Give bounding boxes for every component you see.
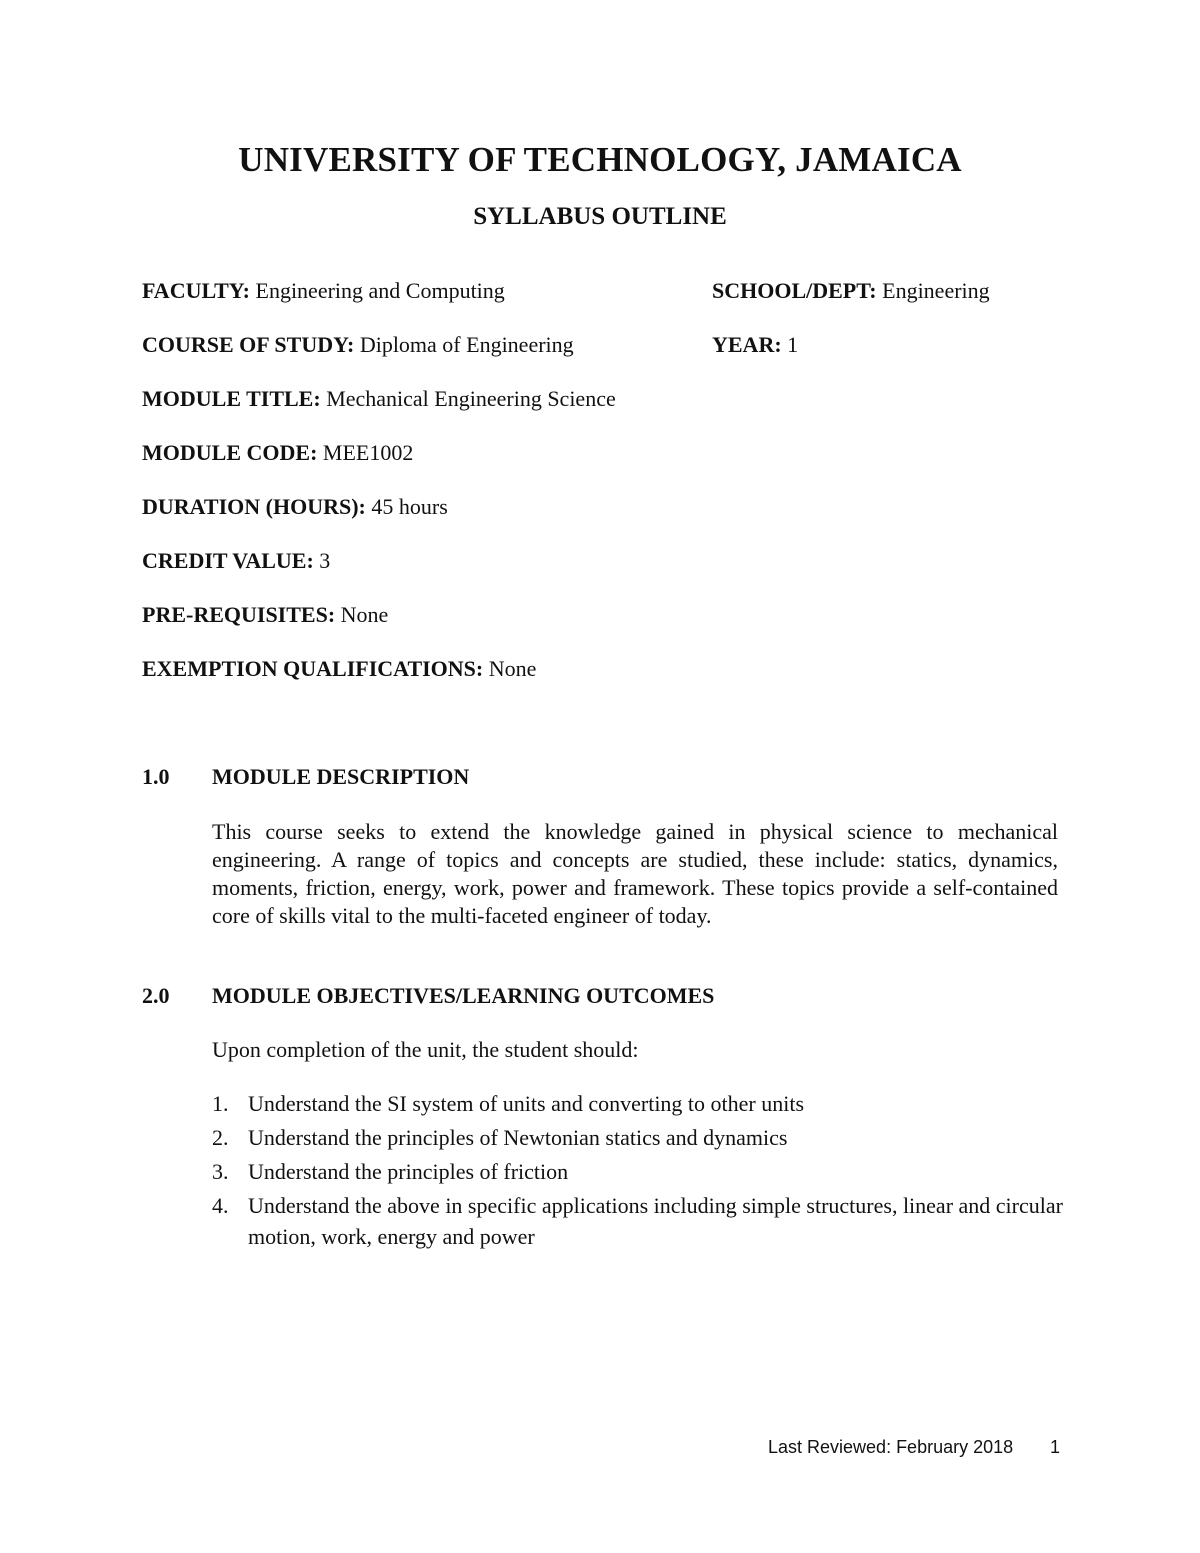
objectives-intro: Upon completion of the unit, the student should: (212, 1037, 639, 1062)
credit-value-value: 3 (319, 548, 331, 573)
course-of-study-field: COURSE OF STUDY: Diploma of Engineering (142, 332, 574, 357)
module-code-field: MODULE CODE: MEE1002 (142, 440, 414, 465)
module-code-label: MODULE CODE (142, 440, 311, 465)
pre-requisites-value: None (340, 602, 389, 627)
course-of-study-label: COURSE OF STUDY (142, 332, 347, 357)
list-item-number: 3. (212, 1159, 229, 1184)
module-title-value: Mechanical Engineering Science (326, 386, 616, 411)
exemption-label: EXEMPTION QUALIFICATIONS (142, 656, 476, 681)
year-field: YEAR: 1 (712, 332, 799, 357)
duration-label: DURATION (HOURS) (142, 494, 359, 519)
list-item (212, 1190, 1072, 1252)
document-subtitle: SYLLABUS OUTLINE (473, 203, 727, 230)
school-dept-value: Engineering (882, 278, 990, 303)
list-item-text: Understand the SI system of units and converting to other units (248, 1091, 805, 1116)
page-number: 1 (1050, 1437, 1061, 1457)
school-dept-label: SCHOOL/DEPT (712, 278, 870, 303)
year-value: 1 (787, 332, 799, 357)
duration-field: DURATION (HOURS): 45 hours (142, 494, 448, 519)
list-item-text: Understand the principles of Newtonian statics and dynamics (248, 1125, 788, 1150)
list-item (212, 1088, 1072, 1119)
last-reviewed-footer: Last Reviewed: February 2018 (768, 1437, 1014, 1457)
section-number-objectives: 2.0 (142, 983, 170, 1008)
university-title: UNIVERSITY OF TECHNOLOGY, JAMAICA (238, 140, 962, 179)
credit-value-label: CREDIT VALUE (142, 548, 307, 573)
list-item-number: 2. (212, 1125, 229, 1150)
faculty-value: Engineering and Computing (255, 278, 505, 303)
list-item-number: 1. (212, 1091, 229, 1116)
list-item-text: Understand the principles of friction (248, 1159, 569, 1184)
list-item-text: Understand the above in specific applications including simple structures, linear and circular motion, work, energy and power (248, 1193, 1063, 1249)
year-label: YEAR (712, 332, 775, 357)
duration-value: 45 hours (371, 494, 448, 519)
school-dept-field: SCHOOL/DEPT: Engineering (712, 278, 990, 303)
exemption-value: None (488, 656, 537, 681)
module-title-field: MODULE TITLE: Mechanical Engineering Science (142, 386, 616, 411)
module-title-label: MODULE TITLE (142, 386, 314, 411)
module-description-text: This course seeks to extend the knowledge gained in physical science to mechanical engineering. A range of topics and concepts are studied, these include: statics, dynamics, moments, friction, energy, work, power and framework. These topics provide a self-contained core of skills vital to the multi-faceted engineer of today. (212, 819, 1058, 928)
module-code-value: MEE1002 (322, 440, 414, 465)
faculty-field: FACULTY: Engineering and Computing (142, 278, 505, 303)
pre-requisites-field: PRE-REQUISITES: None (142, 602, 389, 627)
course-of-study-value: Diploma of Engineering (359, 332, 574, 357)
list-item (212, 1156, 1072, 1187)
exemption-field: EXEMPTION QUALIFICATIONS: None (142, 656, 537, 681)
section-title-description: MODULE DESCRIPTION (212, 764, 470, 789)
pre-requisites-label: PRE-REQUISITES (142, 602, 328, 627)
section-number-description: 1.0 (142, 764, 170, 789)
credit-value-field: CREDIT VALUE: 3 (142, 548, 331, 573)
list-item (212, 1122, 1072, 1153)
section-title-objectives: MODULE OBJECTIVES/LEARNING OUTCOMES (212, 983, 715, 1008)
list-item-number: 4. (212, 1193, 229, 1218)
learning-outcomes-list (212, 1088, 1072, 1255)
faculty-label: FACULTY (142, 278, 243, 303)
